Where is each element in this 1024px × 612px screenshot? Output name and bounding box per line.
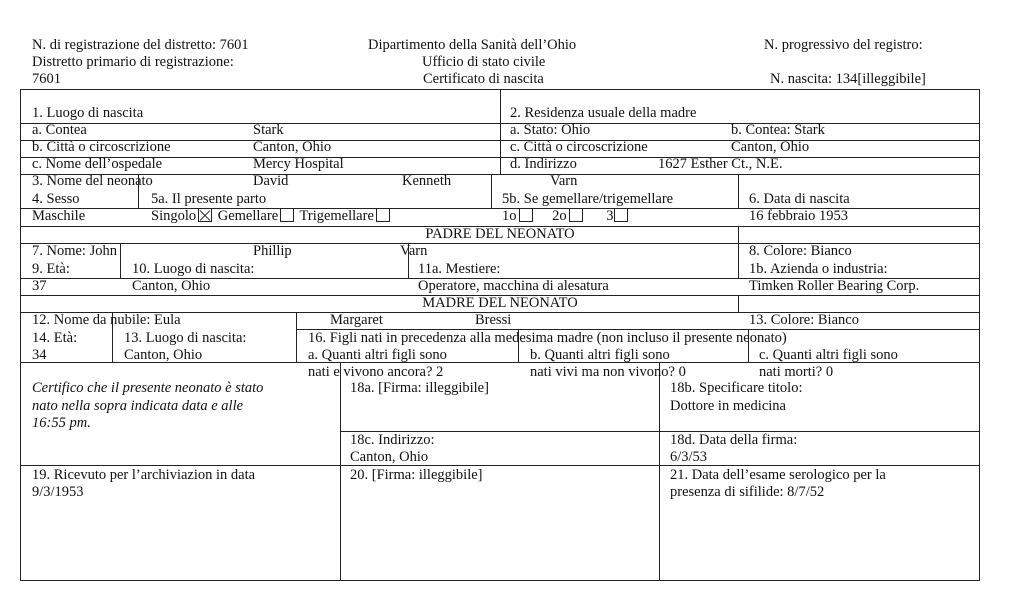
multiple-first-label: 1o (502, 208, 517, 224)
received-label: 19. Ricevuto per l’archiviazion in data (32, 467, 256, 483)
county-label: a. Contea (32, 122, 87, 138)
residence-city-label: c. Città o circoscrizione (510, 139, 648, 155)
multiple-third-checkbox[interactable] (614, 208, 628, 222)
signature-date-label: 18d. Data della firma: (670, 432, 798, 448)
mother-birthplace: Canton, Ohio (124, 347, 203, 363)
primary-district-value: 7601 (32, 71, 61, 87)
birth-type-twin-checkbox[interactable] (280, 208, 294, 222)
department-title: Dipartimento della Sanità dell’Ohio (368, 37, 577, 53)
father-color: 8. Colore: Bianco (749, 243, 852, 259)
district-registration-number: N. di registrazione del distretto: 7601 (32, 37, 249, 53)
serology-label: 21. Data dell’esame serologico per la (670, 467, 886, 483)
birth-type-single-checkbox[interactable] (198, 208, 212, 222)
birth-type-triplet-checkbox[interactable] (376, 208, 390, 222)
father-occupation: Operatore, macchina di alesatura (418, 278, 609, 294)
city-value: Canton, Ohio (253, 139, 332, 155)
father-name-label: 7. Nome: John (32, 243, 117, 259)
children-dead-value: nati vivi ma non vivono? 0 (530, 364, 686, 380)
child-name-label: 3. Nome del neonato (32, 173, 153, 189)
mother-age: 34 (32, 347, 47, 363)
multiple-first-checkbox[interactable] (519, 208, 533, 222)
multiple-birth-options (502, 208, 630, 225)
residence-state: a. Stato: Ohio (510, 122, 591, 138)
residence-address-label: d. Indirizzo (510, 156, 577, 172)
multiple-birth-label: 5b. Se gemellare/trigemellare (502, 191, 674, 207)
certificate-title: Certificato di nascita (423, 71, 544, 87)
county-value: Stark (253, 122, 284, 138)
previous-children-title: 16. Figli nati in precedenza alla medesima madre (non incluso il presente neonato) (308, 330, 787, 346)
birth-number: N. nascita: 134[illeggibile] (770, 71, 926, 87)
birth-type-twin-label: Gemellare (217, 208, 279, 224)
residence-city: Canton, Ohio (731, 139, 810, 155)
residence-address: 1627 Esther Ct., N.E. (658, 156, 783, 172)
dob-value: 16 febbraio 1953 (749, 208, 849, 224)
registrar-signature: 20. [Firma: illeggibile] (350, 467, 483, 483)
sex-value: Maschile (32, 208, 86, 224)
father-birthplace: Canton, Ohio (132, 278, 211, 294)
primary-district-label: Distretto primario di registrazione: (32, 54, 234, 70)
city-label: b. Città o circoscrizione (32, 139, 171, 155)
father-industry-label: 1b. Azienda o industria: (749, 261, 888, 277)
father-occupation-label: 11a. Mestiere: (418, 261, 501, 277)
attendant-title: Dottore in medicina (670, 398, 786, 414)
child-first-name: David (253, 173, 289, 189)
certification-statement-line2: nato nella sopra indicata data e alle (32, 398, 244, 414)
father-birthplace-label: 10. Luogo di nascita: (132, 261, 255, 277)
dob-label: 6. Data di nascita (749, 191, 850, 207)
birth-type-label: 5a. Il presente parto (151, 191, 267, 207)
certification-statement-line3: 16:55 pm. (32, 415, 91, 431)
hospital-label: c. Nome dell’ospedale (32, 156, 163, 172)
residence-county: b. Contea: Stark (731, 122, 825, 138)
birth-type-options (151, 208, 392, 225)
mother-last-name: Bressi (475, 312, 512, 328)
attendant-title-label: 18b. Specificare titolo: (670, 380, 803, 396)
child-middle-name: Kenneth (402, 173, 452, 189)
mother-color: 13. Colore: Bianco (749, 312, 859, 328)
received-date: 9/3/1953 (32, 484, 84, 500)
hospital-value: Mercy Hospital (253, 156, 344, 172)
registry-progressive-number: N. progressivo del registro: (764, 37, 923, 53)
children-living-label: a. Quanti altri figli sono (308, 347, 447, 363)
father-last-name: Varn (400, 243, 428, 259)
mother-maiden-label: 12. Nome da nubile: Eula (32, 312, 181, 328)
serology-value: presenza di sifilide: 8/7/52 (670, 484, 825, 500)
father-middle-name: Phillip (253, 243, 292, 259)
place-of-birth-title: 1. Luogo di nascita (32, 105, 144, 121)
sex-label: 4. Sesso (32, 191, 80, 207)
certification-statement-line1: Certifico che il presente neonato è stato (32, 380, 264, 396)
multiple-second-label: 2o (552, 208, 567, 224)
attendant-address: Canton, Ohio (350, 449, 429, 465)
mother-birthplace-label: 13. Luogo di nascita: (124, 330, 247, 346)
mother-age-label: 14. Età: (32, 330, 78, 346)
mother-middle-name: Margaret (330, 312, 383, 328)
multiple-second-checkbox[interactable] (569, 208, 583, 222)
mother-residence-title: 2. Residenza usuale della madre (510, 105, 697, 121)
father-section-title: PADRE DEL NEONATO (425, 226, 575, 242)
attendant-address-label: 18c. Indirizzo: (350, 432, 435, 448)
office-title: Ufficio di stato civile (422, 54, 546, 70)
children-living-value: nati e vivono ancora? 2 (308, 364, 444, 380)
birth-type-single-label: Singolo (151, 208, 197, 224)
attendant-signature: 18a. [Firma: illeggibile] (350, 380, 489, 396)
children-stillborn-label: c. Quanti altri figli sono (759, 347, 898, 363)
child-last-name: Varn (550, 173, 578, 189)
father-age-label: 9. Età: (32, 261, 70, 277)
birth-type-triplet-label: Trigemellare (299, 208, 374, 224)
signature-date: 6/3/53 (670, 449, 708, 465)
father-industry: Timken Roller Bearing Corp. (749, 278, 920, 294)
children-stillborn-value: nati morti? 0 (759, 364, 834, 380)
children-dead-label: b. Quanti altri figli sono (530, 347, 670, 363)
multiple-third-label: 3 (606, 208, 614, 224)
father-age: 37 (32, 278, 47, 294)
mother-section-title: MADRE DEL NEONATO (422, 295, 578, 311)
